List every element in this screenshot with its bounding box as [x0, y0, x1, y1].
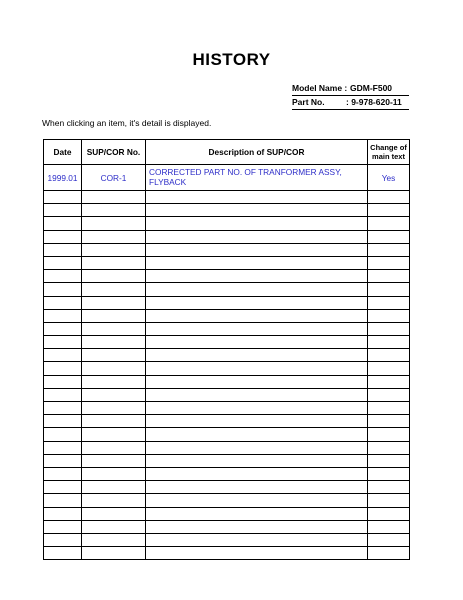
empty-cell [368, 375, 410, 388]
empty-cell [82, 467, 146, 480]
row-description-link[interactable] [146, 165, 368, 191]
change-of-main-text-column-header [368, 140, 410, 165]
empty-cell [146, 270, 368, 283]
empty-cell [146, 256, 368, 269]
empty-cell [82, 428, 146, 441]
empty-table-row [44, 283, 410, 296]
row-change-value[interactable]: Yes [368, 165, 410, 191]
empty-cell [82, 454, 146, 467]
empty-cell [146, 494, 368, 507]
empty-cell [82, 375, 146, 388]
empty-cell [44, 441, 82, 454]
empty-cell [368, 322, 410, 335]
table-row[interactable] [44, 165, 410, 191]
empty-cell [82, 309, 146, 322]
history-table [43, 139, 410, 560]
empty-cell [146, 336, 368, 349]
empty-cell [44, 204, 82, 217]
empty-cell [368, 217, 410, 230]
empty-cell [146, 322, 368, 335]
empty-cell [44, 375, 82, 388]
empty-table-row [44, 322, 410, 335]
empty-cell [146, 547, 368, 560]
empty-table-row [44, 547, 410, 560]
model-name-label: Model Name : [292, 83, 348, 93]
empty-cell [82, 388, 146, 401]
model-name-row [292, 82, 409, 96]
empty-cell [44, 322, 82, 335]
empty-cell [146, 296, 368, 309]
empty-cell [82, 520, 146, 533]
row-sup-cor-link[interactable]: COR-1 [82, 165, 146, 191]
part-number-row [292, 96, 409, 110]
empty-cell [368, 388, 410, 401]
empty-table-row [44, 217, 410, 230]
empty-cell [368, 481, 410, 494]
empty-cell [82, 507, 146, 520]
empty-cell [82, 191, 146, 204]
empty-cell [368, 402, 410, 415]
row-description-line2[interactable]: FLYBACK [149, 176, 187, 187]
empty-cell [146, 507, 368, 520]
empty-table-row [44, 191, 410, 204]
row-date[interactable]: 1999.01 [44, 165, 82, 191]
empty-cell [368, 467, 410, 480]
empty-cell [146, 362, 368, 375]
empty-cell [368, 547, 410, 560]
empty-cell [368, 204, 410, 217]
empty-cell [368, 441, 410, 454]
empty-cell [44, 547, 82, 560]
empty-cell [368, 362, 410, 375]
empty-table-row [44, 481, 410, 494]
empty-cell [368, 533, 410, 546]
empty-cell [146, 375, 368, 388]
empty-cell [146, 204, 368, 217]
empty-cell [82, 533, 146, 546]
empty-cell [44, 191, 82, 204]
empty-cell [368, 296, 410, 309]
empty-cell [146, 454, 368, 467]
empty-cell [146, 309, 368, 322]
empty-cell [82, 481, 146, 494]
empty-table-row [44, 349, 410, 362]
empty-cell [368, 336, 410, 349]
empty-cell [44, 454, 82, 467]
empty-cell [146, 533, 368, 546]
empty-table-row [44, 256, 410, 269]
empty-table-row [44, 388, 410, 401]
empty-table-row [44, 296, 410, 309]
empty-cell [368, 428, 410, 441]
part-number-label: Part No. [292, 97, 325, 107]
empty-cell [82, 402, 146, 415]
empty-cell [368, 270, 410, 283]
sup-cor-column-header: SUP/COR No. [82, 140, 146, 165]
empty-table-row [44, 336, 410, 349]
empty-cell [82, 322, 146, 335]
change-header-line1: Change of [370, 143, 407, 152]
empty-cell [146, 481, 368, 494]
empty-cell [368, 309, 410, 322]
empty-table-row [44, 428, 410, 441]
empty-table-row [44, 362, 410, 375]
empty-cell [44, 349, 82, 362]
empty-table-row [44, 309, 410, 322]
empty-cell [44, 256, 82, 269]
empty-cell [82, 296, 146, 309]
empty-table-row [44, 375, 410, 388]
empty-cell [368, 415, 410, 428]
empty-cell [146, 230, 368, 243]
empty-cell [82, 256, 146, 269]
empty-table-row [44, 402, 410, 415]
empty-table-row [44, 415, 410, 428]
empty-cell [44, 270, 82, 283]
change-header-line2: main text [372, 152, 405, 161]
empty-cell [44, 507, 82, 520]
empty-table-row [44, 533, 410, 546]
empty-cell [44, 362, 82, 375]
empty-cell [146, 415, 368, 428]
empty-cell [368, 230, 410, 243]
empty-table-row [44, 243, 410, 256]
empty-cell [44, 428, 82, 441]
empty-table-row [44, 520, 410, 533]
empty-cell [82, 204, 146, 217]
empty-cell [82, 415, 146, 428]
empty-cell [44, 467, 82, 480]
empty-cell [146, 243, 368, 256]
empty-cell [82, 362, 146, 375]
empty-cell [368, 349, 410, 362]
empty-cell [82, 547, 146, 560]
empty-cell [82, 336, 146, 349]
empty-cell [146, 217, 368, 230]
empty-table-row [44, 467, 410, 480]
empty-cell [82, 217, 146, 230]
empty-cell [82, 230, 146, 243]
empty-cell [82, 270, 146, 283]
empty-cell [44, 336, 82, 349]
empty-cell [82, 283, 146, 296]
empty-cell [368, 507, 410, 520]
empty-table-row [44, 507, 410, 520]
empty-table-row [44, 270, 410, 283]
empty-cell [44, 296, 82, 309]
empty-table-row [44, 494, 410, 507]
empty-cell [82, 349, 146, 362]
empty-cell [368, 283, 410, 296]
empty-cell [44, 388, 82, 401]
empty-cell [44, 494, 82, 507]
empty-cell [146, 520, 368, 533]
empty-cell [44, 481, 82, 494]
empty-cell [44, 520, 82, 533]
page-title: HISTORY [192, 50, 271, 69]
empty-cell [82, 494, 146, 507]
empty-table-row [44, 441, 410, 454]
empty-cell [146, 467, 368, 480]
part-number-value: : 9-978-620-11 [346, 97, 402, 107]
empty-table-row [44, 454, 410, 467]
empty-cell [368, 494, 410, 507]
instruction-note: When clicking an item, it's detail is displayed. [42, 118, 212, 128]
date-column-header: Date [44, 140, 82, 165]
empty-cell [82, 243, 146, 256]
row-description-line1[interactable]: CORRECTED PART NO. OF TRANFORMER ASSY, [149, 167, 342, 177]
empty-table-row [44, 204, 410, 217]
table-header-row [44, 140, 410, 165]
empty-cell [44, 309, 82, 322]
empty-cell [146, 441, 368, 454]
empty-cell [44, 230, 82, 243]
empty-cell [146, 428, 368, 441]
empty-cell [146, 402, 368, 415]
empty-cell [368, 243, 410, 256]
empty-cell [44, 402, 82, 415]
empty-cell [44, 217, 82, 230]
empty-cell [146, 283, 368, 296]
empty-cell [146, 349, 368, 362]
model-name-value: GDM-F500 [350, 83, 393, 93]
empty-cell [44, 415, 82, 428]
empty-cell [368, 454, 410, 467]
empty-cell [368, 520, 410, 533]
empty-cell [368, 256, 410, 269]
empty-cell [368, 191, 410, 204]
empty-cell [44, 283, 82, 296]
empty-cell [146, 191, 368, 204]
empty-table-row [44, 230, 410, 243]
description-column-header: Description of SUP/COR [146, 140, 368, 165]
document-meta [292, 82, 409, 110]
empty-cell [82, 441, 146, 454]
empty-cell [146, 388, 368, 401]
empty-cell [44, 243, 82, 256]
empty-cell [44, 533, 82, 546]
